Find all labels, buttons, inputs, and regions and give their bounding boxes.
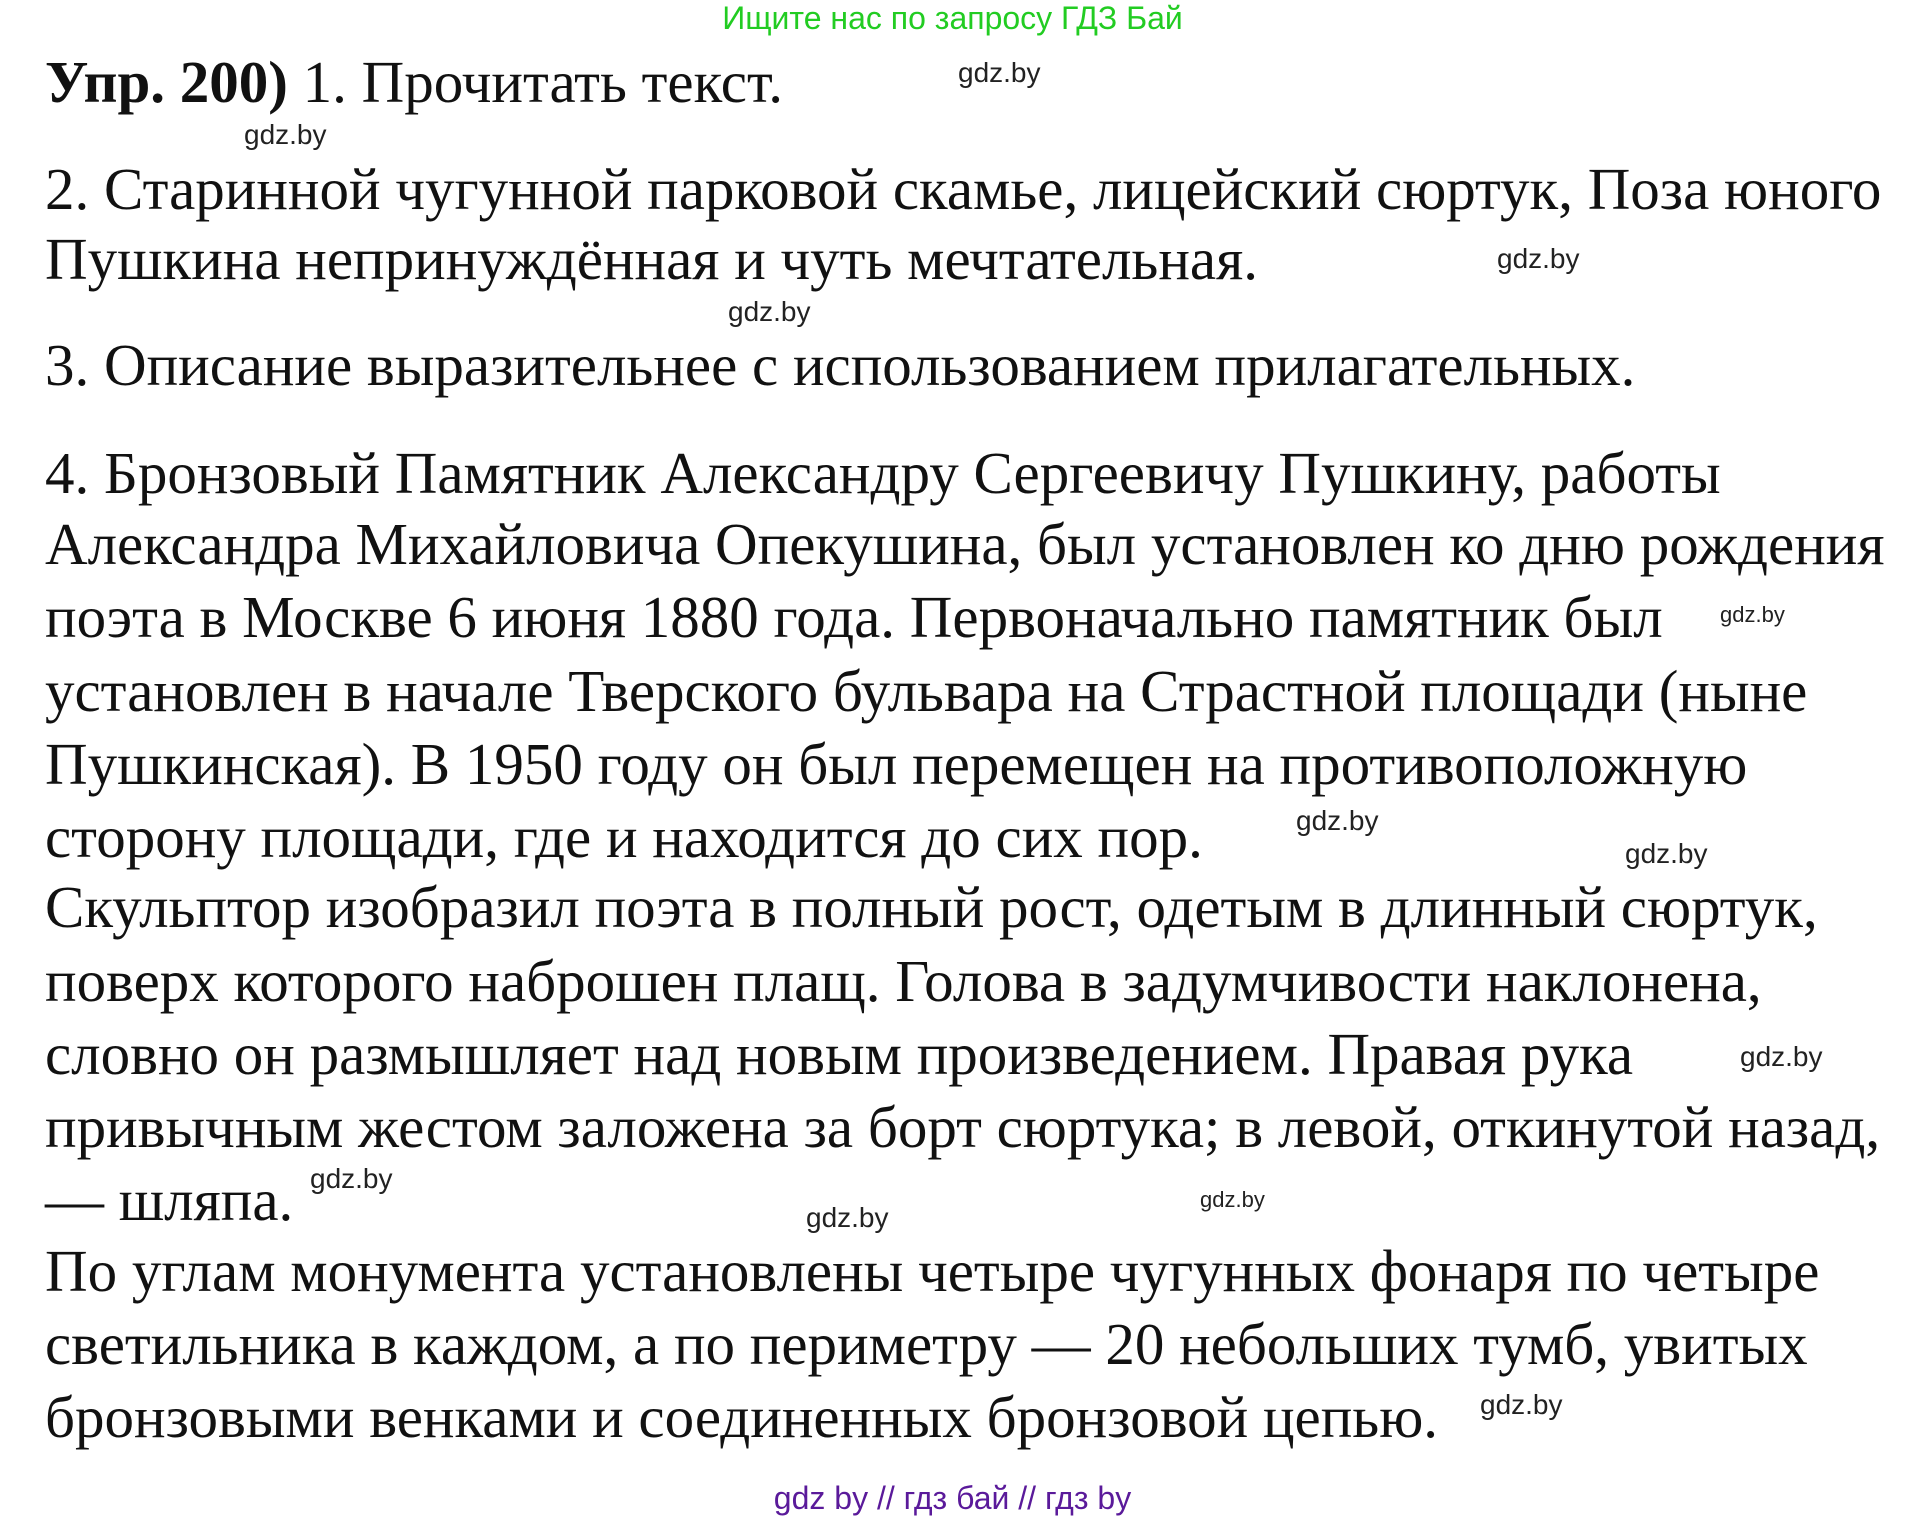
text-line: сторону площади, где и находится до сих пор. xyxy=(45,804,1203,870)
text-line: привычным жестом заложена за борт сюртука; в левой, откинутой назад, xyxy=(45,1094,1881,1160)
watermark: gdz.by xyxy=(1497,243,1580,274)
footer-links: gdz by // гдз бай // гдз by xyxy=(773,1480,1132,1516)
text-line: поэта в Москве 6 июня 1880 года. Первоначально памятник был xyxy=(45,584,1663,650)
text-line: 4. Бронзовый Памятник Александру Сергеевичу Пушкину, работы xyxy=(45,440,1721,506)
text-line: словно он размышляет над новым произведением. Правая рука xyxy=(45,1021,1634,1087)
text-line: Скульптор изобразил поэта в полный рост, одетым в длинный сюртук, xyxy=(45,874,1818,940)
watermark: gdz.by xyxy=(244,119,327,150)
text-line: 1. Прочитать текст. xyxy=(287,49,784,115)
watermark: gdz.by xyxy=(958,57,1041,88)
watermark: gdz.by xyxy=(728,296,811,327)
watermark: gdz.by xyxy=(1480,1389,1563,1420)
text-line: светильника в каждом, а по периметру — 20 небольших тумб, увитых xyxy=(45,1311,1808,1377)
text-line: Пушкина непринуждённая и чуть мечтательная. xyxy=(45,226,1258,292)
watermark: gdz.by xyxy=(1720,602,1785,627)
text-line: установлен в начале Тверского бульвара на Страстной площади (ныне xyxy=(45,658,1808,724)
exercise-line-1 xyxy=(45,47,783,117)
watermark: gdz.by xyxy=(806,1202,889,1233)
text-line: 2. Старинной чугунной парковой скамье, лицейский сюртук, Поза юного xyxy=(45,156,1882,222)
text-line: По углам монумента установлены четыре чугунных фонаря по четыре xyxy=(45,1238,1820,1304)
text-line: Александра Михайловича Опекушина, был установлен ко дню рождения xyxy=(45,511,1885,577)
text-line: 3. Описание выразительнее с использованием прилагательных. xyxy=(45,332,1636,398)
search-hint-banner: Ищите нас по запросу ГДЗ Бай xyxy=(722,0,1183,36)
watermark: gdz.by xyxy=(310,1163,393,1194)
text-line: поверх которого наброшен плащ. Голова в задумчивости наклонена, xyxy=(45,948,1762,1014)
watermark: gdz.by xyxy=(1625,838,1708,869)
text-line: — шляпа. xyxy=(45,1167,294,1233)
text-line: бронзовыми венками и соединенных бронзовой цепью. xyxy=(45,1384,1439,1450)
watermark: gdz.by xyxy=(1296,805,1379,836)
watermark: gdz.by xyxy=(1200,1187,1265,1212)
watermark: gdz.by xyxy=(1740,1041,1823,1072)
text-line: Пушкинская). В 1950 году он был перемещен на противоположную xyxy=(45,731,1748,797)
exercise-number: Упр. 200) xyxy=(45,49,288,115)
